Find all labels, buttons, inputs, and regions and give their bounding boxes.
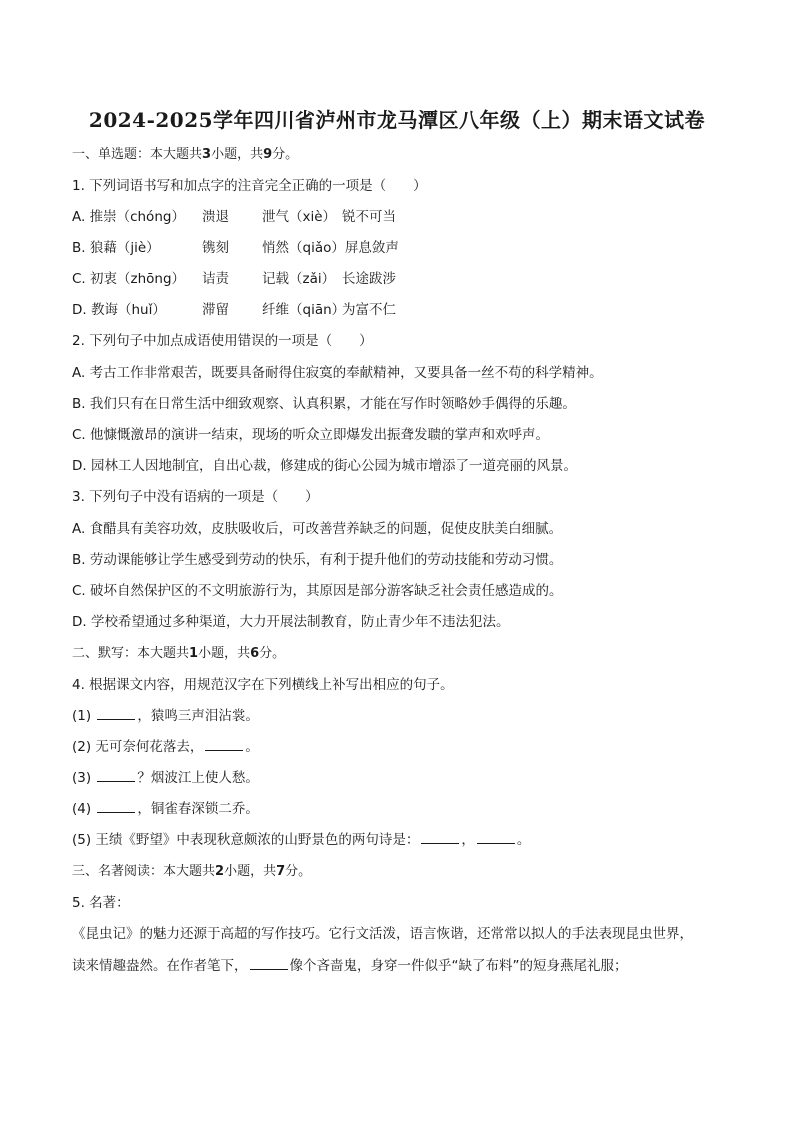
question-5-paragraph-line-1: 《昆虫记》的魅力还源于高超的写作技巧。它行文活泼，语言恢谐，还常常以拟人的手法表现昆虫世界，	[72, 926, 693, 942]
question-4-stem: 4. 根据课文内容，用规范汉字在下列横线上补写出相应的句子。	[72, 677, 454, 693]
question-4-item-5: (5) 王绩《野望》中表现秋意颇浓的山野景色的两句诗是： ， 。	[72, 832, 531, 848]
question-5-stem: 5. 名著：	[72, 895, 130, 911]
question-3-option-b: B. 劳动课能够让学生感受到劳动的快乐，有利于提升他们的劳动技能和劳动习惯。	[72, 552, 563, 568]
question-4-item-3: (3) ？烟波江上使人愁。	[72, 770, 259, 786]
question-4-item-4: (4) ，铜雀春深锁二乔。	[72, 801, 259, 817]
section-1-heading: 一、单选题：本大题共3小题，共9分。	[72, 147, 299, 162]
question-1-stem: 1. 下列词语书写和加点字的注音完全正确的一项是（ ）	[72, 178, 427, 194]
answer-blank[interactable]	[477, 831, 515, 844]
answer-blank[interactable]	[250, 957, 288, 970]
answer-blank[interactable]	[205, 738, 243, 751]
question-1-option-a: A. 推崇（chóng） 溃退 泄气（xiè） 锐不可当	[72, 209, 396, 225]
question-3-option-d: D. 学校希望通过多种渠道，大力开展法制教育，防止青少年不违法犯法。	[72, 614, 510, 630]
question-2-option-b: B. 我们只有在日常生活中细致观察、认真积累，才能在写作时领略妙手偶得的乐趣。	[72, 396, 576, 412]
answer-blank[interactable]	[421, 831, 459, 844]
question-3-option-c: C. 破坏自然保护区的不文明旅游行为，其原因是部分游客缺乏社会责任感造成的。	[72, 583, 563, 599]
question-1-option-d: D. 教诲（huǐ） 滞留 纤维（qiān）为富不仁	[72, 302, 396, 318]
answer-blank[interactable]	[97, 800, 135, 813]
question-3-option-a: A. 食醋具有美容功效，皮肤吸收后，可改善营养缺乏的问题，促使皮肤美白细腻。	[72, 521, 563, 537]
question-1-option-b: B. 狼藉（jiè） 镌刻 悄然（qiǎo）屏息敛声	[72, 240, 399, 256]
exam-title: 2024-2025学年四川省泸州市龙马潭区八年级（上）期末语文试卷	[88, 108, 706, 132]
question-2-option-c: C. 他慷慨激昂的演讲一结束，现场的听众立即爆发出振聋发聩的掌声和欢呼声。	[72, 427, 550, 443]
question-2-option-a: A. 考古工作非常艰苦，既要具备耐得住寂寞的奉献精神，又要具备一丝不苟的科学精神。	[72, 365, 603, 381]
answer-blank[interactable]	[97, 707, 135, 720]
section-3-heading: 三、名著阅读：本大题共2小题，共7分。	[72, 864, 312, 879]
section-2-heading: 二、默写：本大题共1小题，共6分。	[72, 646, 286, 661]
question-4-item-1: (1) ，猿鸣三声泪沾裳。	[72, 708, 259, 724]
question-5-paragraph-line-2: 读来情趣盎然。在作者笔下， 像个吝啬鬼，身穿一件似乎“缺了布料”的短身燕尾礼服；	[72, 958, 628, 974]
question-3-stem: 3. 下列句子中没有语病的一项是（ ）	[72, 489, 319, 505]
question-1-option-c: C. 初衷（zhōng） 诘责 记载（zǎi） 长途跋涉	[72, 271, 396, 287]
question-2-stem: 2. 下列句子中加点成语使用错误的一项是（ ）	[72, 333, 373, 349]
answer-blank[interactable]	[97, 769, 135, 782]
question-2-option-d: D. 园林工人因地制宜，自出心裁，修建成的街心公园为城市增添了一道亮丽的风景。	[72, 458, 577, 474]
question-4-item-2: (2) 无可奈何花落去， 。	[72, 739, 259, 755]
